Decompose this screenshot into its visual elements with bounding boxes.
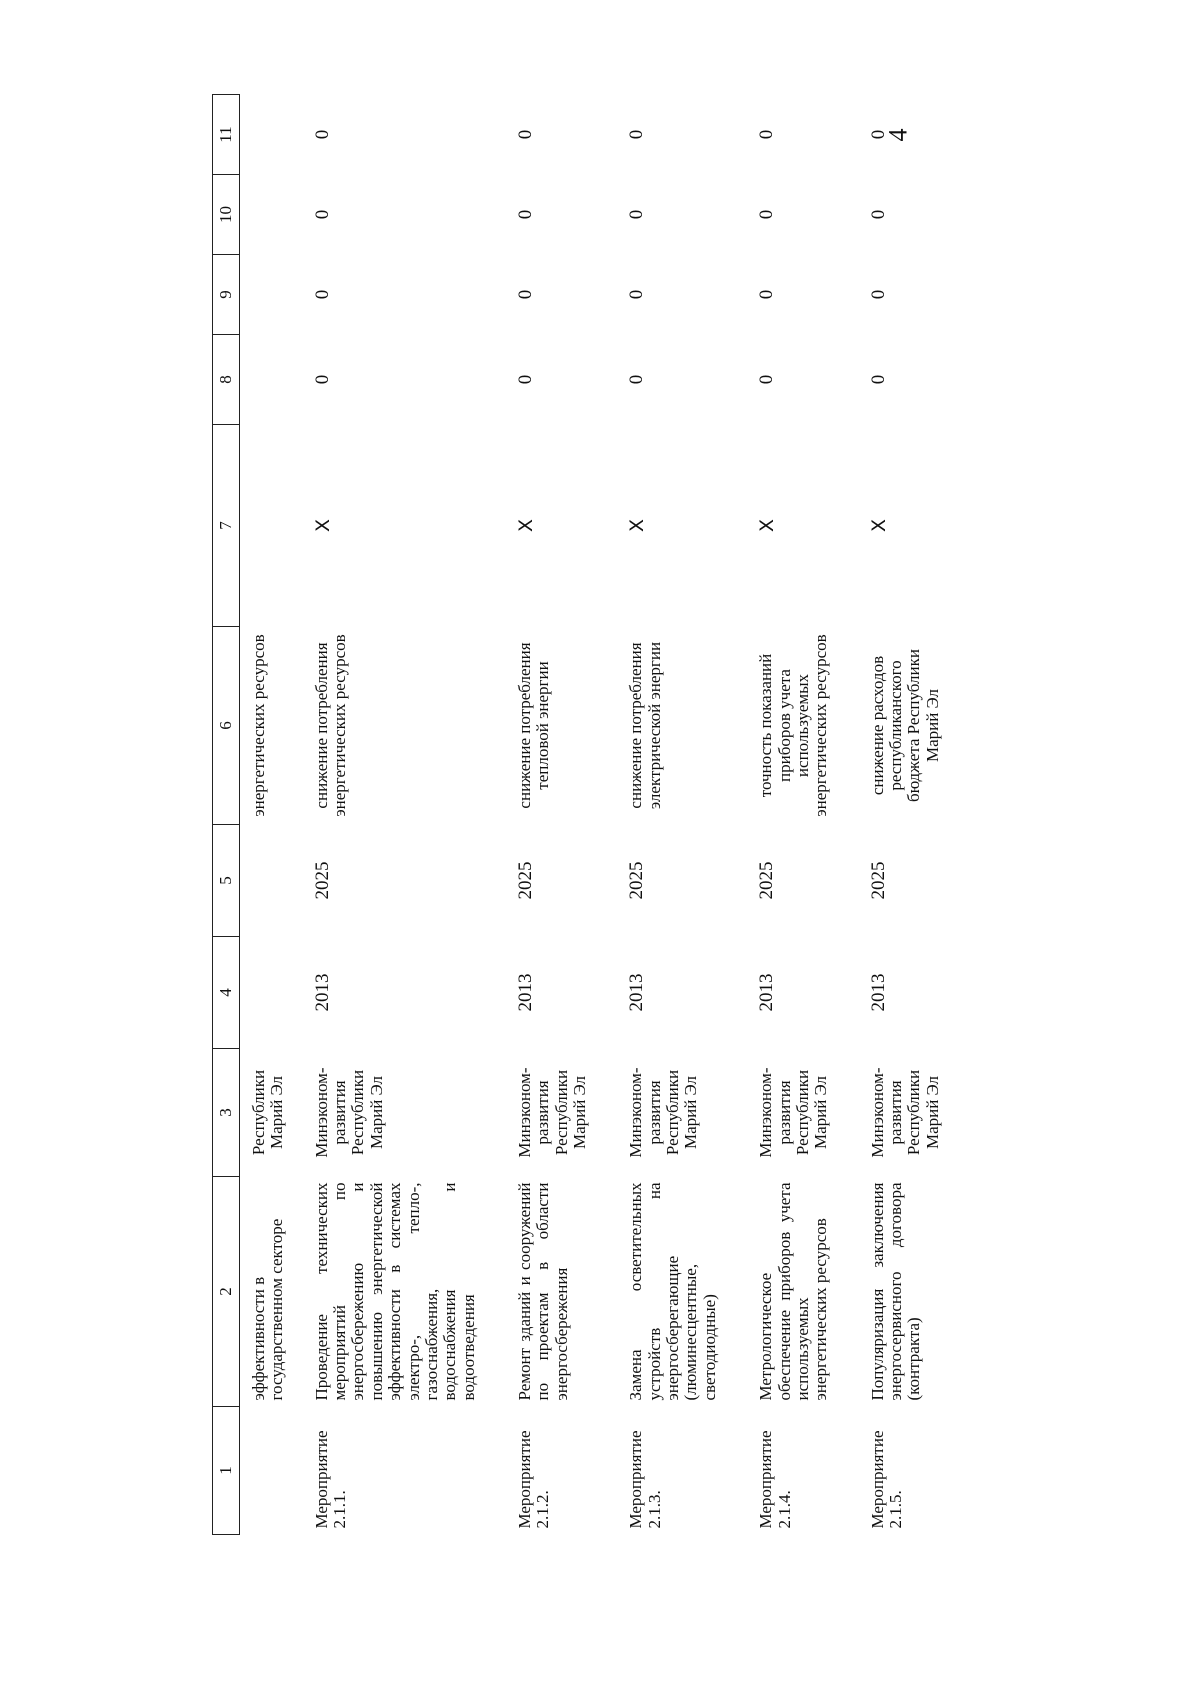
executor-cell: Республики Марий Эл	[249, 1069, 287, 1156]
column-header: 3	[213, 1049, 240, 1177]
table-cell	[240, 95, 305, 175]
column-header: 10	[213, 175, 240, 255]
table-row	[861, 95, 972, 1535]
value-cell: 0	[514, 209, 536, 220]
page-number: 4	[883, 128, 913, 142]
value-cell: 0	[756, 129, 778, 140]
end-year-cell: 2025	[756, 861, 778, 900]
column-header: 4	[213, 937, 240, 1049]
executor-cell: Минэконом-развития Республики Марий Эл	[311, 1067, 386, 1158]
table-row	[749, 95, 860, 1535]
measure-name-cell: Метрологическое обеспечение приборов учета используемых энергетических ресурсов	[756, 1182, 831, 1401]
measure-name-cell: Замена осветительных устройств на энергосберегающие (люминесцентные, светодиодные)	[626, 1182, 719, 1401]
value-cell: 0	[311, 129, 333, 140]
column-header: 7	[213, 425, 240, 627]
start-year-cell: 2013	[756, 973, 778, 1012]
x-mark-cell: X	[514, 518, 537, 533]
executor-cell: Минэконом-развития Республики Марий Эл	[626, 1067, 701, 1158]
value-cell: 0	[311, 374, 333, 385]
measure-name-cell: эффективности в государственном секторе	[249, 1218, 287, 1401]
result-cell: точность показаний приборов учета используемых энергетических ресурсов	[756, 634, 831, 817]
result-cell: снижение потребления электрической энергии	[626, 641, 664, 810]
measure-name-cell: Ремонт зданий и сооружений по проектам в области энергосбережения	[514, 1182, 571, 1401]
header-row	[213, 95, 240, 1535]
value-cell: 0	[626, 289, 648, 300]
table-cell	[240, 825, 305, 937]
table-cell	[240, 335, 305, 425]
value-cell: 0	[311, 289, 333, 300]
value-cell: 0	[867, 374, 889, 385]
table-row	[305, 95, 508, 1535]
continuation-row	[240, 95, 305, 1535]
end-year-cell: 2025	[867, 861, 889, 900]
start-year-cell: 2013	[514, 973, 536, 1012]
value-cell: 0	[514, 289, 536, 300]
measure-id-cell: Мероприятие 2.1.5.	[867, 1430, 905, 1529]
start-year-cell: 2013	[311, 973, 333, 1012]
result-cell: снижение потребления энергетических ресурсов	[311, 634, 350, 817]
value-cell: 0	[626, 129, 648, 140]
table-cell	[240, 937, 305, 1049]
result-cell: снижение потребления тепловой энергии	[514, 642, 553, 809]
measure-name-cell: Популяризация заключения энергосервисного договора (контракта)	[867, 1182, 924, 1401]
x-mark-cell: X	[867, 518, 890, 533]
measure-id-cell: Мероприятие 2.1.1.	[311, 1430, 350, 1529]
table-cell	[240, 175, 305, 255]
end-year-cell: 2025	[311, 861, 333, 900]
executor-cell: Минэконом-развития Республики Марий Эл	[867, 1067, 942, 1158]
table-body	[240, 95, 973, 1535]
x-mark-cell: X	[626, 518, 649, 533]
measure-id-cell: Мероприятие 2.1.4.	[756, 1430, 794, 1529]
table-header	[213, 95, 240, 1535]
value-cell: 0	[514, 129, 536, 140]
column-header: 11	[213, 95, 240, 175]
value-cell: 0	[514, 374, 536, 385]
value-cell: 0	[756, 209, 778, 220]
column-header: 2	[213, 1177, 240, 1407]
end-year-cell: 2025	[626, 861, 648, 900]
value-cell: 0	[311, 209, 333, 220]
table-row	[508, 95, 619, 1535]
value-cell: 0	[626, 209, 648, 220]
column-header: 8	[213, 335, 240, 425]
measure-id-cell: Мероприятие 2.1.3.	[626, 1430, 664, 1529]
value-cell: 0	[867, 289, 889, 300]
result-cell: энергетических ресурсов	[249, 634, 268, 817]
measure-id-cell: Мероприятие 2.1.2.	[514, 1430, 553, 1529]
table-cell	[240, 255, 305, 335]
table-cell	[240, 425, 305, 627]
value-cell: 0	[867, 209, 889, 220]
start-year-cell: 2013	[626, 973, 648, 1012]
table-row	[619, 95, 749, 1535]
x-mark-cell: X	[311, 518, 334, 533]
x-mark-cell: X	[756, 518, 779, 533]
column-header: 6	[213, 627, 240, 825]
end-year-cell: 2025	[514, 861, 536, 900]
table-cell	[240, 1407, 305, 1535]
column-header: 1	[213, 1407, 240, 1535]
value-cell: 0	[756, 289, 778, 300]
value-cell: 0	[756, 374, 778, 385]
rotated-table-wrapper	[212, 95, 972, 1535]
start-year-cell: 2013	[867, 973, 889, 1012]
column-header: 9	[213, 255, 240, 335]
result-cell: снижение расходов республиканского бюджета Республики Марий Эл	[867, 649, 942, 802]
executor-cell: Минэконом-развития Республики Марий Эл	[756, 1067, 831, 1158]
value-cell: 0	[626, 374, 648, 385]
executor-cell: Минэконом-развития Республики Марий Эл	[514, 1067, 590, 1158]
value-cell: 0	[867, 129, 889, 140]
column-header: 5	[213, 825, 240, 937]
measure-name-cell: Проведение технических мероприятий по энергосбережению и повышению энергетической эффективности в системах электро-, тепло-, газоснабжения, водоснабжения и водоотведения	[311, 1182, 478, 1401]
measures-table	[212, 94, 972, 1535]
